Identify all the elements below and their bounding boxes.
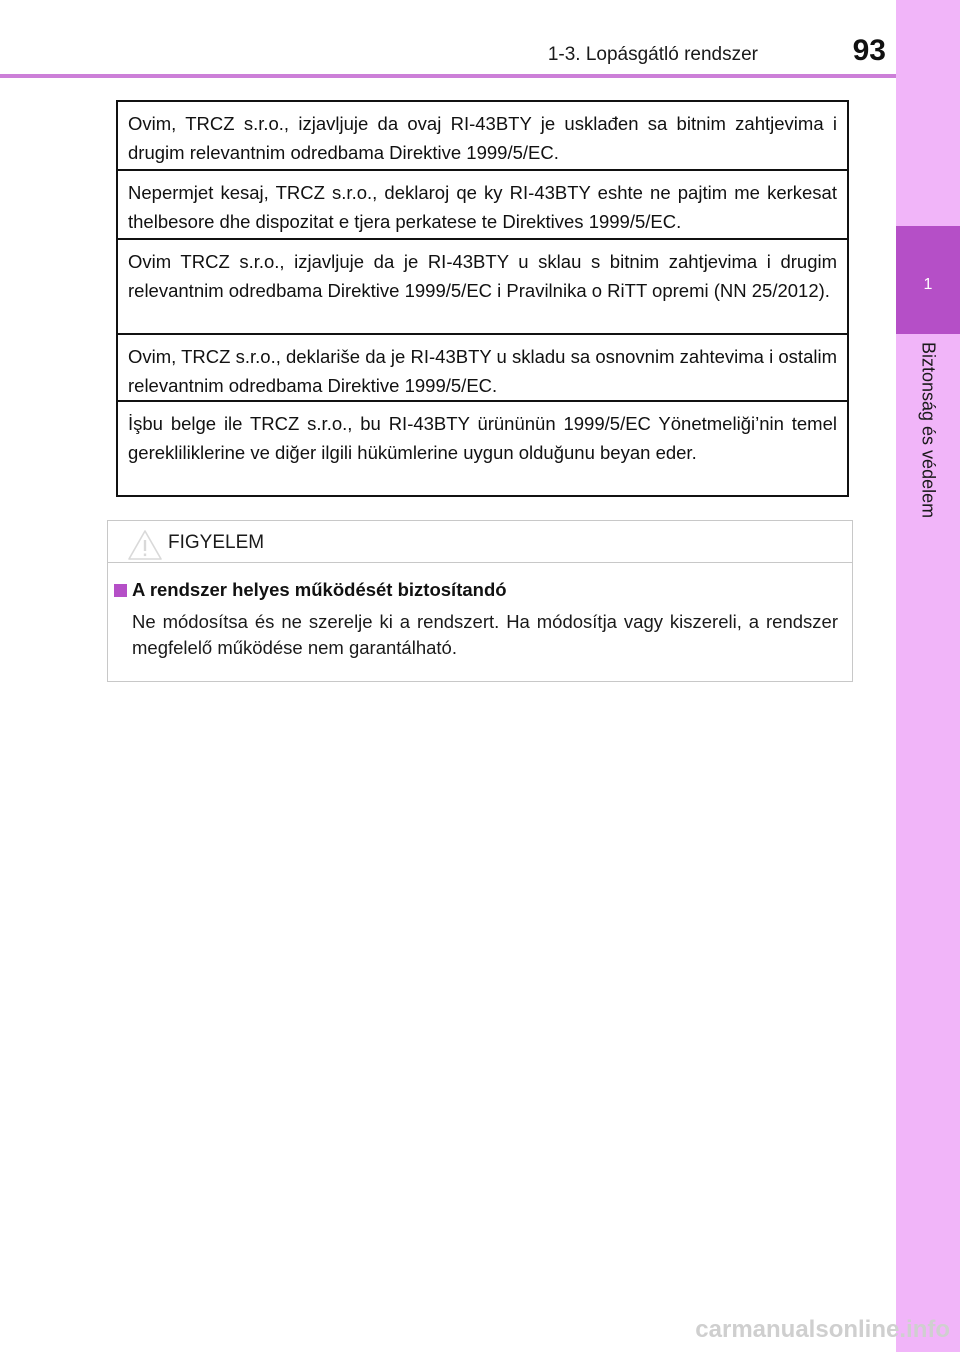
warning-triangle-icon [127,529,163,561]
declaration-row: Nepermjet kesaj, TRCZ s.r.o., deklaroj qe ky RI-43BTY eshte ne pajtim me kerkesat thelbesore dhe dispozitat e tjera perkatese te Direktives 1999/5/EC. [118,171,847,240]
section-title: 1-3. Lopásgátló rendszer [547,44,758,65]
chapter-sidebar [896,0,960,1352]
chapter-number: 1 [923,276,933,293]
caution-title: FIGYELEM [168,532,265,553]
declaration-row: Ovim, TRCZ s.r.o., izjavljuje da ovaj RI-43BTY je usklađen sa bitnim zahtjevima i drugim relevantnim odredbama Direktive 1999/5/EC. [118,102,847,171]
caution-box [107,520,853,682]
watermark: carmanualsonline.info [695,1316,950,1343]
declarations-table [116,100,849,497]
bullet-square-icon [114,584,127,597]
caution-text: Ne módosítsa és ne szerelje ki a rendszert. Ha módosítja vagy kiszereli, a rendszer megfelelő működése nem garantálható. [132,611,838,658]
declaration-row: Ovim, TRCZ s.r.o., deklariše da je RI-43BTY u skladu sa osnovnim zahtevima i ostalim relevantnim odredbama Direktive 1999/5/EC. [118,335,847,402]
declaration-row: Ovim TRCZ s.r.o., izjavljuje da je RI-43BTY u sklau s bitnim zahtjevima i drugim relevantnim odredbama Direktive 1999/5/EC i Pravilnika o RiTT opremi (NN 25/2012). [118,240,847,335]
page-number: 93 [852,34,886,67]
declaration-row: İşbu belge ile TRCZ s.r.o., bu RI-43BTY ürününün 1999/5/EC Yönetmeliği’nin temel gerekliliklerine ve diğer ilgili hükümlerine uygun olduğunu beyan eder. [128,413,837,463]
header-divider [0,74,896,78]
caution-header [108,521,852,563]
chapter-title: Biztonság és védelem [918,342,939,519]
caution-heading: A rendszer helyes működését biztosítandó [132,579,507,600]
